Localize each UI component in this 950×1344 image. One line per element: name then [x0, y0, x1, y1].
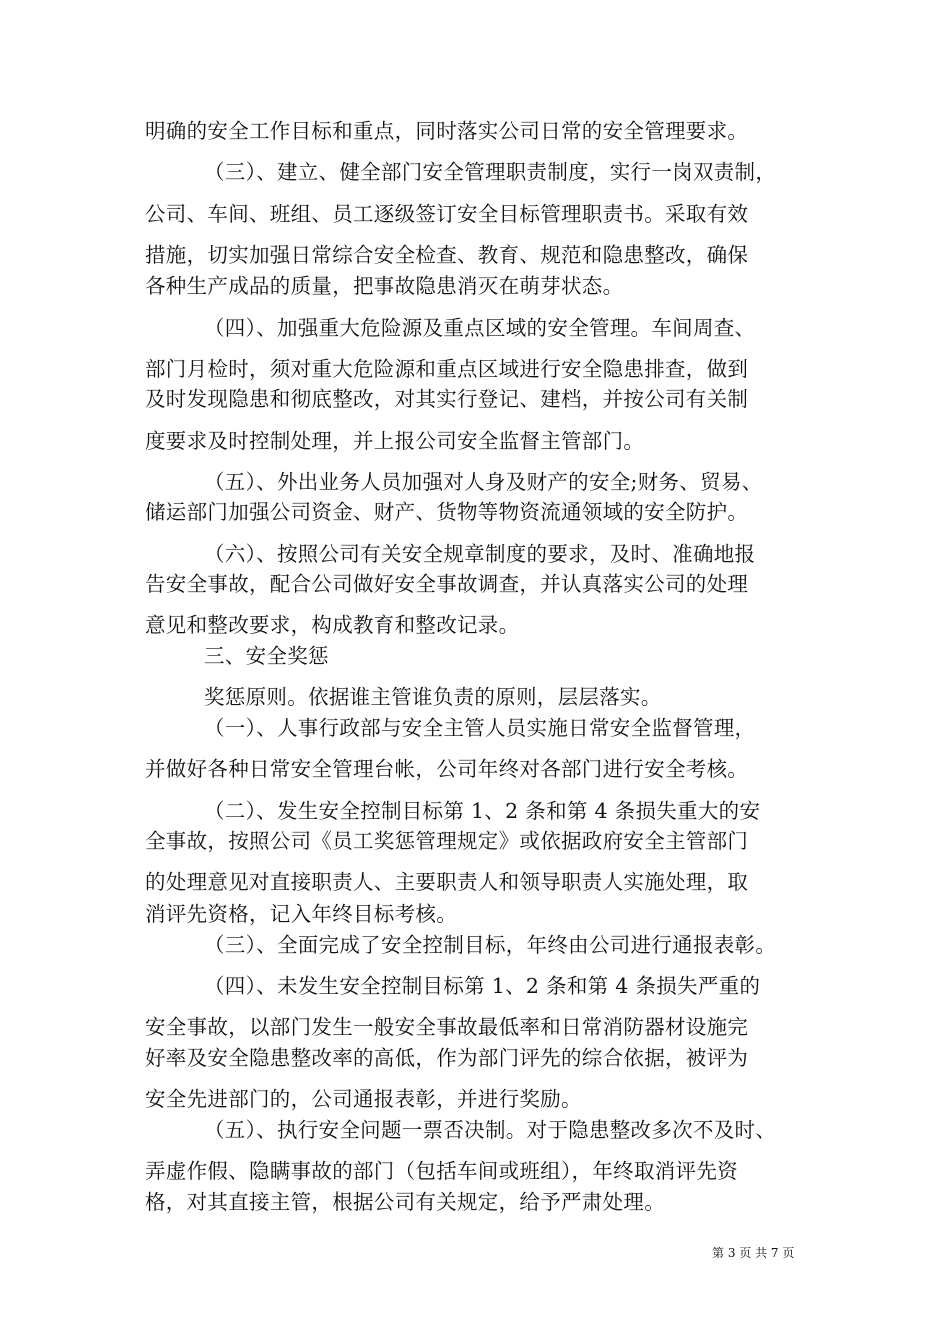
text-line: （三）、全面完成了安全控制目标，年终由公司进行通报表彰。: [204, 933, 777, 957]
text-line: 弄虚作假、隐瞒事故的部门（包括车间或班组），年终取消评先资: [145, 1159, 738, 1183]
text-line: （一）、人事行政部与安全主管人员实施日常安全监督管理，: [204, 716, 756, 740]
text-line: （三）、建立、健全部门安全管理职责制度，实行一岗双责制，: [204, 160, 777, 184]
text-line: 安全事故，以部门发生一般安全事故最低率和日常消防器材设施完: [145, 1015, 749, 1039]
text-line: 奖惩原则。依据谁主管谁负责的原则，层层落实。: [204, 685, 662, 709]
text-line: 措施，切实加强日常综合安全检查、教育、规范和隐患整改，确保: [145, 243, 749, 267]
text-line: 安全先进部门的，公司通报表彰，并进行奖励。: [145, 1087, 582, 1111]
text-line: 的处理意见对直接职责人、主要职责人和领导职责人实施处理，取: [145, 870, 749, 894]
text-line: 好率及安全隐患整改率的高低，作为部门评先的综合依据，被评为: [145, 1046, 749, 1070]
page-number: 第 3 页 共 7 页: [712, 1246, 795, 1260]
text-line: （五）、外出业务人员加强对人身及财产的安全;财务、贸易、: [204, 470, 763, 494]
text-line: 全事故，按照公司《员工奖惩管理规定》或依据政府安全主管部门: [145, 829, 749, 853]
text-line: 意见和整改要求，构成教育和整改记录。: [145, 613, 520, 637]
text-line: 公司、车间、班组、员工逐级签订安全目标管理职责书。采取有效: [145, 202, 749, 226]
text-line: 度要求及时控制处理，并上报公司安全监督主管部门。: [145, 429, 645, 453]
text-line: （六）、按照公司有关安全规章制度的要求，及时、准确地报: [204, 542, 756, 566]
text-line: （四）、加强重大危险源及重点区域的安全管理。车间周查、: [204, 316, 756, 340]
text-line: （四）、未发生安全控制目标第 1、2 条和第 4 条损失严重的: [204, 974, 761, 998]
text-line: 各种生产成品的质量，把事故隐患消灭在萌芽状态。: [145, 274, 624, 298]
text-line: 及时发现隐患和彻底整改，对其实行登记、建档，并按公司有关制: [145, 387, 749, 411]
text-line: （五）、执行安全问题一票否决制。对于隐患整改多次不及时、: [204, 1118, 777, 1142]
section-heading: 三、安全奖惩: [204, 644, 329, 668]
text-line: 告安全事故，配合公司做好安全事故调查，并认真落实公司的处理: [145, 572, 749, 596]
text-line: 并做好各种日常安全管理台帐，公司年终对各部门进行安全考核。: [145, 757, 749, 781]
text-line: （二）、发生安全控制目标第 1、2 条和第 4 条损失重大的安: [204, 799, 761, 823]
text-line: 部门月检时，须对重大危险源和重点区域进行安全隐患排查，做到: [145, 357, 749, 381]
text-line: 储运部门加强公司资金、财产、货物等物资流通领域的安全防护。: [145, 500, 749, 524]
text-line: 明确的安全工作目标和重点，同时落实公司日常的安全管理要求。: [145, 119, 749, 143]
text-line: 消评先资格，记入年终目标考核。: [145, 902, 457, 926]
text-line: 格，对其直接主管，根据公司有关规定，给予严肃处理。: [145, 1190, 665, 1214]
